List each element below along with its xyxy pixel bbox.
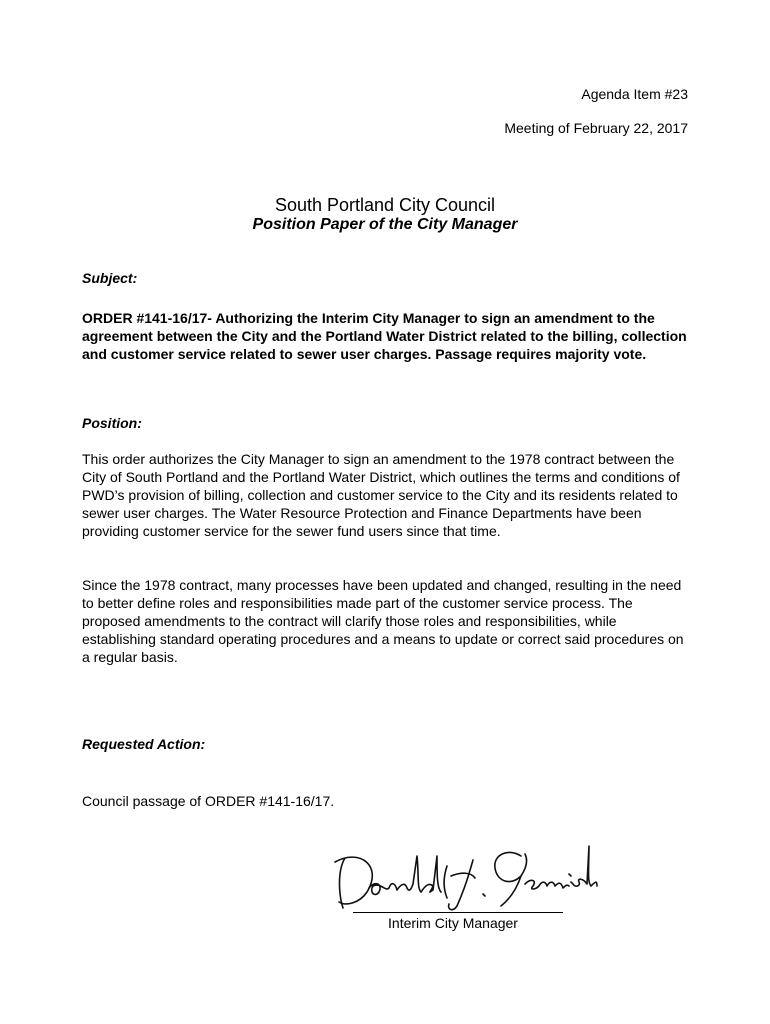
agenda-item: Agenda Item #23 (581, 86, 688, 102)
subject-heading: Subject: (82, 270, 138, 286)
position-paragraph-1: This order authorizes the City Manager to sign an amendment to the 1978 contract between the City of South Portland and the Portland Water District, which outlines the terms and conditions of PWD’s provision of billing, collection and customer service to the City and its residents related to sewer user charges. The Water Resource Protection and Finance Departments have been providing customer service for the sewer fund users since that time. (82, 451, 680, 539)
signature-line (353, 912, 563, 913)
requested-action-heading: Requested Action: (82, 736, 206, 752)
meeting-date: Meeting of February 22, 2017 (504, 120, 688, 136)
signature-image (325, 826, 600, 916)
document-subtitle: Position Paper of the City Manager (252, 216, 518, 233)
position-paragraph-2: Since the 1978 contract, many processes have been updated and changed, resulting in the need to better define roles and responsibilities made part of the customer service process. The proposed amendments to the contract will clarify those roles and responsibilities, while establishing standard operating procedures and a means to update or correct said procedures on a regular basis. (82, 577, 684, 665)
subject-text: ORDER #141-16/17- Authorizing the Interim City Manager to sign an amendment to the agreement between the City and the Portland Water District related to the billing, collection and customer service related to sewer user charges. Passage requires majority vote. (82, 310, 687, 362)
document-title: South Portland City Council (274, 195, 496, 215)
position-heading: Position: (82, 415, 142, 431)
requested-action-text: Council passage of ORDER #141-16/17. (82, 793, 335, 809)
signatory-title: Interim City Manager (388, 915, 518, 931)
